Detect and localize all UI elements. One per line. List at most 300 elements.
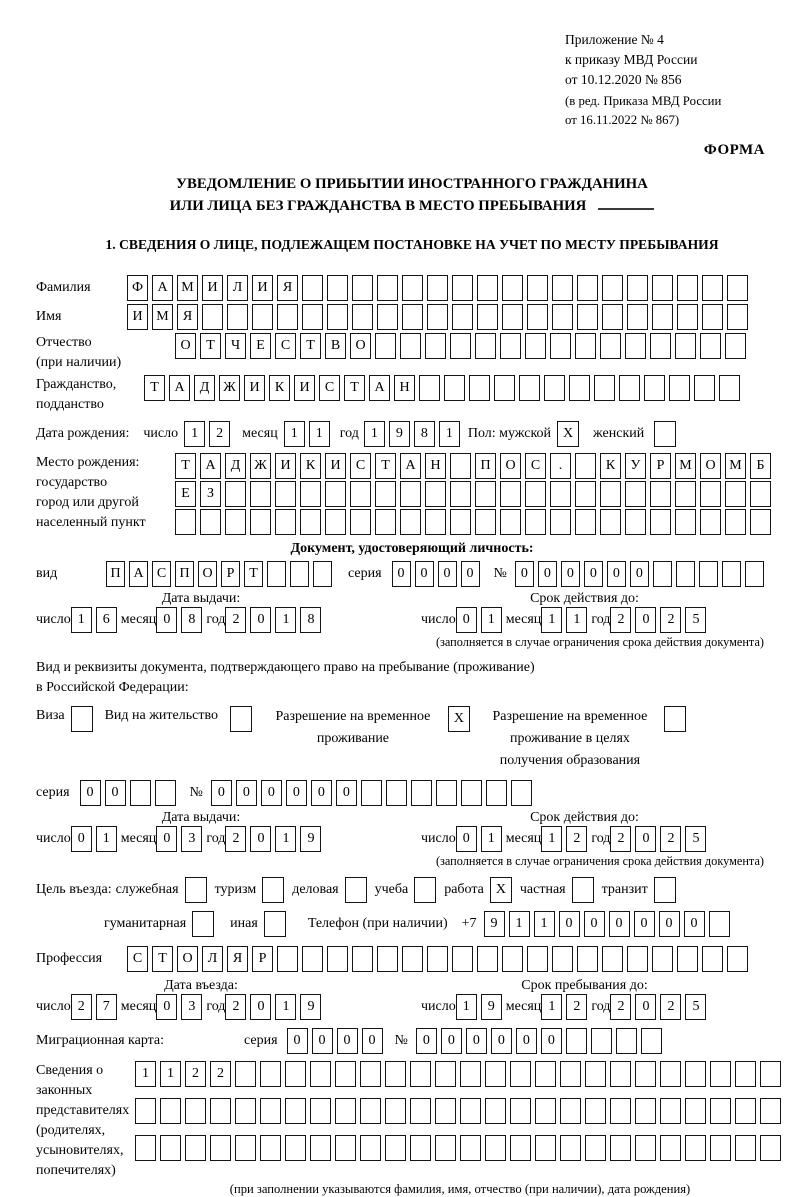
char-cell [727, 275, 748, 301]
char-cell [469, 375, 490, 401]
char-cell [235, 1135, 256, 1161]
char-cell [375, 509, 396, 535]
char-cell [627, 946, 648, 972]
char-cell: Л [202, 946, 223, 972]
char-cell: 2 [566, 994, 587, 1020]
char-cell: 9 [484, 911, 505, 937]
char-cell [285, 1061, 306, 1087]
char-cell [377, 946, 398, 972]
char-cell [760, 1098, 781, 1124]
char-cell [477, 304, 498, 330]
char-cell [160, 1135, 181, 1161]
char-cell [677, 946, 698, 972]
purpose-other: иная [230, 911, 286, 937]
char-cell: 5 [685, 826, 706, 852]
char-cell [400, 481, 421, 507]
permit-date-captions [36, 810, 788, 826]
char-cell: Т [300, 333, 321, 359]
char-cell [361, 780, 382, 806]
title-blank-line [598, 195, 654, 210]
char-cell: С [127, 946, 148, 972]
char-cell [425, 333, 446, 359]
char-cell: 2 [185, 1061, 206, 1087]
char-cell [577, 304, 598, 330]
id-doc-kind-row [36, 561, 788, 587]
char-cell: 0 [466, 1028, 487, 1054]
representatives-row2-cells [135, 1098, 785, 1124]
char-cell: 1 [160, 1061, 181, 1087]
char-cell [502, 946, 523, 972]
char-cell: И [127, 304, 148, 330]
birth-day-cells [184, 421, 234, 447]
char-cell [335, 1061, 356, 1087]
char-cell: 2 [225, 994, 246, 1020]
char-cell [500, 333, 521, 359]
representatives-row1-cells [135, 1061, 785, 1087]
patronymic-cells [175, 333, 750, 359]
char-cell: 0 [236, 780, 257, 806]
month-label: месяц [505, 612, 542, 627]
char-cell [502, 304, 523, 330]
char-cell [461, 780, 482, 806]
char-cell: . [550, 453, 571, 479]
day-label: число [421, 999, 456, 1014]
char-cell: 0 [337, 1028, 358, 1054]
char-cell [435, 1098, 456, 1124]
char-cell [260, 1061, 281, 1087]
char-cell: М [725, 453, 746, 479]
char-cell [427, 275, 448, 301]
char-cell [500, 481, 521, 507]
purpose-label: Цель въезда: [36, 882, 112, 897]
char-cell: 1 [184, 421, 205, 447]
purpose-tourism: туризм [215, 877, 285, 903]
char-cell [660, 1135, 681, 1161]
char-cell [625, 509, 646, 535]
char-cell [419, 375, 440, 401]
char-cell [360, 1061, 381, 1087]
char-cell: Т [175, 453, 196, 479]
char-cell [160, 1098, 181, 1124]
char-cell: 0 [630, 561, 649, 587]
char-cell: 2 [209, 421, 230, 447]
name-row [36, 304, 788, 330]
char-cell: 2 [210, 1061, 231, 1087]
char-cell: 0 [491, 1028, 512, 1054]
series-label: серия [244, 1033, 278, 1048]
char-cell [310, 1098, 331, 1124]
purpose-humanitarian: гуманитарная [104, 911, 214, 937]
char-cell: Н [394, 375, 415, 401]
char-cell [277, 946, 298, 972]
char-cell: 8 [414, 421, 435, 447]
char-cell [450, 481, 471, 507]
id-issue-day-cells [71, 607, 121, 633]
char-cell: 1 [275, 994, 296, 1020]
char-cell: 0 [635, 826, 656, 852]
char-cell [327, 275, 348, 301]
char-cell: 2 [610, 826, 631, 852]
char-cell [525, 333, 546, 359]
char-cell [560, 1061, 581, 1087]
char-cell [325, 509, 346, 535]
char-cell [710, 1061, 731, 1087]
char-cell [627, 304, 648, 330]
char-cell: 1 [456, 994, 477, 1020]
char-cell [585, 1135, 606, 1161]
birth-month-cells [284, 421, 334, 447]
char-cell [335, 1098, 356, 1124]
char-cell [725, 509, 746, 535]
char-cell [677, 304, 698, 330]
char-cell: 0 [635, 607, 656, 633]
char-cell [550, 333, 571, 359]
char-cell: Б [750, 453, 771, 479]
month-label: месяц [120, 831, 157, 846]
id-issue-month-cells [156, 607, 206, 633]
char-cell [635, 1135, 656, 1161]
char-cell [486, 780, 507, 806]
char-cell [627, 275, 648, 301]
char-cell [300, 481, 321, 507]
permit-options-row [36, 706, 788, 772]
permit-issue-month-cells [156, 826, 206, 852]
name-label: Имя [36, 309, 62, 324]
number-label: № [394, 1033, 408, 1048]
series-label: серия [36, 785, 70, 800]
permit-dates-row [36, 826, 788, 852]
char-cell: 0 [250, 826, 271, 852]
char-cell [650, 333, 671, 359]
char-cell: 1 [96, 826, 117, 852]
migration-card-label: Миграционная карта: [36, 1033, 165, 1048]
permit-valid-month-cells [541, 826, 591, 852]
char-cell [610, 1135, 631, 1161]
char-cell [544, 375, 565, 401]
char-cell: О [350, 333, 371, 359]
profession-label: Профессия [36, 951, 103, 966]
char-cell: А [369, 375, 390, 401]
char-cell [452, 275, 473, 301]
char-cell [210, 1098, 231, 1124]
surname-label: Фамилия [36, 280, 91, 295]
permit-series-row [36, 780, 788, 806]
permit-valid-year-cells [610, 826, 710, 852]
month-label: месяц [505, 831, 542, 846]
char-cell: 0 [80, 780, 101, 806]
char-cell [652, 275, 673, 301]
char-cell: И [325, 453, 346, 479]
char-cell [485, 1061, 506, 1087]
stay-year-cells [610, 994, 710, 1020]
char-cell: 1 [439, 421, 460, 447]
char-cell: О [177, 946, 198, 972]
patronymic-label: Отчество (при наличии) [36, 335, 122, 370]
char-cell: Р [252, 946, 273, 972]
char-cell: Я [227, 946, 248, 972]
char-cell [477, 946, 498, 972]
citizenship-cells [144, 375, 744, 401]
char-cell [427, 304, 448, 330]
char-cell [250, 509, 271, 535]
char-cell [700, 481, 721, 507]
char-cell: 2 [660, 826, 681, 852]
char-cell [450, 453, 471, 479]
char-cell: А [200, 453, 221, 479]
char-cell [722, 561, 741, 587]
representatives-row [36, 1061, 788, 1197]
char-cell [302, 275, 323, 301]
edition-line: (в ред. Приказа МВД России [565, 94, 722, 108]
char-cell [285, 1135, 306, 1161]
permit-valid-group [421, 826, 710, 852]
char-cell [560, 1098, 581, 1124]
id-doc-validity-note: (заполняется в случае ограничения срока действия документа) [435, 635, 764, 649]
char-cell [669, 375, 690, 401]
year-label: год [206, 999, 226, 1014]
representatives-row3-cells [135, 1135, 785, 1161]
char-cell: Д [225, 453, 246, 479]
valid-until-caption: Срок действия до: [530, 810, 639, 825]
char-cell [130, 780, 151, 806]
char-cell [675, 481, 696, 507]
citizenship-row [36, 375, 788, 415]
char-cell [735, 1098, 756, 1124]
day-label: число [421, 831, 456, 846]
birth-place-label: Место рождения: государство город или другой населенный пункт [36, 455, 146, 530]
char-cell [277, 304, 298, 330]
char-cell: 1 [481, 607, 502, 633]
migration-series-cells [287, 1028, 387, 1054]
char-cell [436, 780, 457, 806]
migration-card-row [36, 1028, 788, 1054]
char-cell: К [300, 453, 321, 479]
char-cell: Я [277, 275, 298, 301]
residence-permit-checkbox [230, 706, 252, 732]
char-cell: 0 [336, 780, 357, 806]
char-cell [527, 946, 548, 972]
char-cell: 0 [286, 780, 307, 806]
char-cell: 2 [610, 994, 631, 1020]
char-cell [452, 304, 473, 330]
entry-date-captions [36, 978, 788, 994]
char-cell: 0 [456, 826, 477, 852]
official-checkbox [185, 877, 207, 903]
char-cell [500, 509, 521, 535]
char-cell: 1 [481, 826, 502, 852]
char-cell [575, 509, 596, 535]
birth-date-label: Дата рождения: [36, 426, 130, 441]
char-cell: Т [200, 333, 221, 359]
form-title-line1: УВЕДОМЛЕНИЕ О ПРИБЫТИИ ИНОСТРАННОГО ГРАЖДАНИНА [176, 176, 648, 192]
citizenship-label: Гражданство, подданство [36, 377, 117, 412]
char-cell [602, 275, 623, 301]
char-cell: 0 [156, 994, 177, 1020]
char-cell [460, 1061, 481, 1087]
char-cell [625, 333, 646, 359]
appendix-line: к приказу МВД России [565, 52, 698, 67]
day-label: число [36, 999, 71, 1014]
char-cell: И [202, 275, 223, 301]
entry-date-caption: Дата въезда: [164, 978, 238, 993]
char-cell: 1 [364, 421, 385, 447]
char-cell [377, 275, 398, 301]
char-cell: Т [152, 946, 173, 972]
form-title [36, 173, 788, 217]
char-cell [360, 1135, 381, 1161]
char-cell [327, 304, 348, 330]
char-cell [702, 275, 723, 301]
char-cell [477, 275, 498, 301]
char-cell [719, 375, 740, 401]
char-cell [360, 1098, 381, 1124]
id-doc-heading: Документ, удостоверяющий личность: [290, 541, 534, 556]
char-cell: 1 [284, 421, 305, 447]
appendix-reference [565, 30, 788, 90]
char-cell: 1 [541, 607, 562, 633]
char-cell [535, 1135, 556, 1161]
char-cell [527, 275, 548, 301]
char-cell [535, 1098, 556, 1124]
char-cell [511, 780, 532, 806]
id-valid-month-cells [541, 607, 591, 633]
char-cell [710, 1098, 731, 1124]
char-cell: 0 [211, 780, 232, 806]
char-cell [425, 481, 446, 507]
char-cell [252, 304, 273, 330]
char-cell [175, 509, 196, 535]
char-cell: 0 [362, 1028, 383, 1054]
char-cell: 2 [71, 994, 92, 1020]
char-cell [652, 304, 673, 330]
char-cell [352, 275, 373, 301]
transit-checkbox [654, 877, 676, 903]
char-cell: 6 [96, 607, 117, 633]
char-cell [685, 1135, 706, 1161]
char-cell [235, 1061, 256, 1087]
char-cell [710, 1135, 731, 1161]
char-cell: 0 [415, 561, 434, 587]
char-cell [310, 1061, 331, 1087]
appendix-line: от 10.12.2020 № 856 [565, 72, 682, 87]
representatives-note: (при заполнении указываются фамилия, имя, отчество (при наличии), дата рождения) [229, 1182, 691, 1196]
char-cell: Ч [225, 333, 246, 359]
char-cell [444, 375, 465, 401]
char-cell [685, 1098, 706, 1124]
char-cell [485, 1098, 506, 1124]
purpose-transit: транзит [602, 877, 676, 903]
form-title-line2: ИЛИ ЛИЦА БЕЗ ГРАЖДАНСТВА В МЕСТО ПРЕБЫВАНИЯ [36, 195, 788, 217]
phone-cells [484, 911, 734, 937]
char-cell [260, 1098, 281, 1124]
representatives-label: Сведения о законных представителях (родителях, усыновителях, попечителях) [36, 1063, 130, 1178]
permit-number-cells [211, 780, 536, 806]
birth-place-row3-cells [175, 509, 775, 535]
gender-male-checkbox: X [557, 421, 579, 447]
char-cell [327, 946, 348, 972]
other-checkbox [264, 911, 286, 937]
char-cell [727, 304, 748, 330]
char-cell [325, 481, 346, 507]
id-issue-year-cells [225, 607, 325, 633]
char-cell: 9 [300, 994, 321, 1020]
char-cell: 1 [534, 911, 555, 937]
char-cell [485, 1135, 506, 1161]
phone-label: Телефон (при наличии) [307, 916, 448, 931]
char-cell: 1 [71, 607, 92, 633]
char-cell [377, 304, 398, 330]
char-cell: 0 [156, 826, 177, 852]
char-cell [435, 1061, 456, 1087]
month-label: месяц [505, 999, 542, 1014]
char-cell: П [475, 453, 496, 479]
char-cell: 0 [538, 561, 557, 587]
permit-option-temp-residence-education: Разрешение на временное проживание в целях получения образования [482, 706, 686, 772]
entry-date-group [36, 994, 366, 1020]
char-cell: 2 [660, 994, 681, 1020]
char-cell [352, 304, 373, 330]
char-cell [225, 481, 246, 507]
char-cell [535, 1061, 556, 1087]
char-cell [650, 481, 671, 507]
char-cell [575, 481, 596, 507]
issue-date-caption: Дата выдачи: [161, 591, 241, 606]
char-cell [425, 509, 446, 535]
char-cell [750, 481, 771, 507]
char-cell [475, 481, 496, 507]
humanitarian-checkbox [192, 911, 214, 937]
char-cell [185, 1135, 206, 1161]
char-cell: Т [344, 375, 365, 401]
char-cell [335, 1135, 356, 1161]
char-cell: У [625, 453, 646, 479]
char-cell: 0 [311, 780, 332, 806]
char-cell: И [252, 275, 273, 301]
char-cell [494, 375, 515, 401]
char-cell [550, 509, 571, 535]
temp-residence-checkbox: X [448, 706, 470, 732]
edition-reference [565, 92, 788, 130]
char-cell [450, 333, 471, 359]
char-cell [577, 946, 598, 972]
char-cell [525, 481, 546, 507]
permit-validity-note: (заполняется в случае ограничения срока действия документа) [435, 854, 764, 868]
char-cell: 2 [660, 607, 681, 633]
char-cell [527, 304, 548, 330]
char-cell [275, 509, 296, 535]
char-cell: В [325, 333, 346, 359]
birth-place-row2-cells [175, 481, 775, 507]
char-cell [760, 1135, 781, 1161]
year-label: год [206, 831, 226, 846]
surname-row [36, 275, 788, 301]
char-cell: 0 [261, 780, 282, 806]
permit-issue-group [36, 826, 366, 852]
year-label: год [339, 426, 359, 441]
appendix-line: Приложение № 4 [565, 32, 664, 47]
series-label: серия [348, 566, 382, 581]
gender-male-label: Пол: мужской [467, 426, 552, 441]
char-cell: М [177, 275, 198, 301]
entry-month-cells [156, 994, 206, 1020]
char-cell [302, 304, 323, 330]
char-cell [550, 481, 571, 507]
purpose-study: учеба [375, 877, 437, 903]
char-cell [275, 481, 296, 507]
char-cell: 2 [225, 607, 246, 633]
patronymic-row [36, 333, 788, 373]
char-cell [610, 1098, 631, 1124]
